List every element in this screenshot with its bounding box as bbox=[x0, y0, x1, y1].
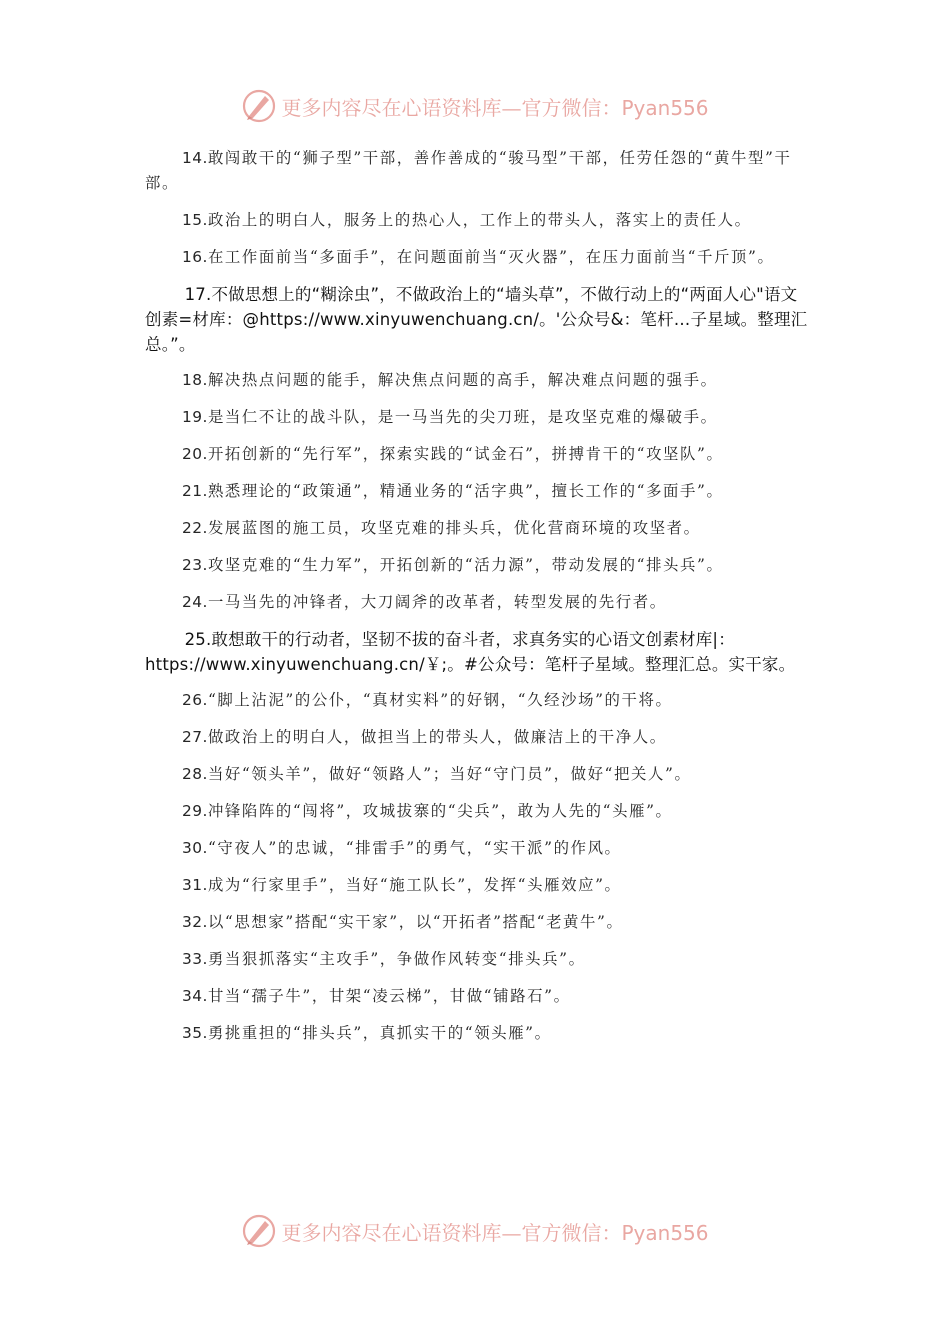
header-banner-code: Pyan556 bbox=[621, 95, 709, 120]
list-item-31: 31.成为“行家里手”，当好“施工队长”，发挥“头雁效应”。 bbox=[181, 876, 622, 894]
list-item-24: 24.一马当先的冲锋者，大刀阔斧的改革者，转型发展的先行者。 bbox=[181, 593, 667, 611]
list-item-30: 30.“守夜人”的忠诚，“排雷手”的勇气，“实干派”的作风。 bbox=[181, 839, 622, 857]
footer-banner-text: 更多内容尽在心语资料库—官方微信：Pyan556 bbox=[281, 1220, 709, 1245]
header-banner bbox=[0, 86, 950, 126]
document-body bbox=[145, 146, 813, 1058]
header-banner-text: 更多内容尽在心语资料库—官方微信：Pyan556 bbox=[281, 95, 709, 120]
list-item-20: 20.开拓创新的“先行军”，探索实践的“试金石”，拼搏肯干的“攻坚队”。 bbox=[181, 445, 724, 463]
list-item-25: 25.敢想敢干的行动者，坚韧不拔的奋斗者，求真务实的心语文创素材库|：https://www.xinyuwenchuang.cn/￥;。#公众号：笔杆子星域。整理汇总。实干家。 bbox=[145, 630, 796, 674]
list-item-18: 18.解决热点问题的能手，解决焦点问题的高手，解决难点问题的强手。 bbox=[181, 371, 718, 389]
list-item-14: 14.敢闯敢干的“狮子型”干部，善作善成的“骏马型”干部，任劳任怨的“黄牛型”干部。 bbox=[145, 149, 792, 192]
list-item-15: 15.政治上的明白人，服务上的热心人，工作上的带头人，落实上的责任人。 bbox=[181, 211, 752, 229]
footer-banner bbox=[0, 1211, 950, 1251]
list-item-17: 17.不做思想上的“糊涂虫”，不做政治上的“墙头草”，不做行动上的“两面人心"语文创素=材库：@https://www.xinyuwenchuang.cn/。'公众号&：笔杆…子星域。整理汇总。”。 bbox=[145, 285, 808, 354]
footer-banner-code: Pyan556 bbox=[621, 1220, 709, 1245]
list-item-32: 32.以“思想家”搭配“实干家”，以“开拓者”搭配“老黄牛”。 bbox=[181, 913, 624, 931]
list-item-22: 22.发展蓝图的施工员，攻坚克难的排头兵，优化营商环境的攻坚者。 bbox=[181, 519, 701, 537]
list-item-34: 34.甘当“孺子牛”，甘架“凌云梯”，甘做“铺路石”。 bbox=[181, 987, 571, 1005]
list-item-19: 19.是当仁不让的战斗队，是一马当先的尖刀班，是攻坚克难的爆破手。 bbox=[181, 408, 718, 426]
pen-logo-icon bbox=[241, 1213, 277, 1249]
list-item-35: 35.勇挑重担的“排头兵”，真抓实干的“领头雁”。 bbox=[181, 1024, 552, 1042]
list-item-28: 28.当好“领头羊”，做好“领路人”；当好“守门员”，做好“把关人”。 bbox=[181, 765, 692, 783]
list-item-21: 21.熟悉理论的“政策通”，精通业务的“活字典”，擅长工作的“多面手”。 bbox=[181, 482, 724, 500]
list-item-16: 16.在工作面前当“多面手”，在问题面前当“灭火器”，在压力面前当“千斤顶”。 bbox=[181, 248, 775, 266]
list-item-33: 33.勇当狠抓落实“主攻手”，争做作风转变“排头兵”。 bbox=[181, 950, 586, 968]
list-item-29: 29.冲锋陷阵的“闯将”，攻城拔寨的“尖兵”，敢为人先的“头雁”。 bbox=[181, 802, 673, 820]
list-item-27: 27.做政治上的明白人，做担当上的带头人，做廉洁上的干净人。 bbox=[181, 728, 667, 746]
pen-logo-icon bbox=[241, 88, 277, 124]
list-item-23: 23.攻坚克难的“生力军”，开拓创新的“活力源”，带动发展的“排头兵”。 bbox=[181, 556, 724, 574]
list-item-26: 26.“脚上沾泥”的公仆，“真材实料”的好钢，“久经沙场”的干将。 bbox=[181, 691, 673, 709]
